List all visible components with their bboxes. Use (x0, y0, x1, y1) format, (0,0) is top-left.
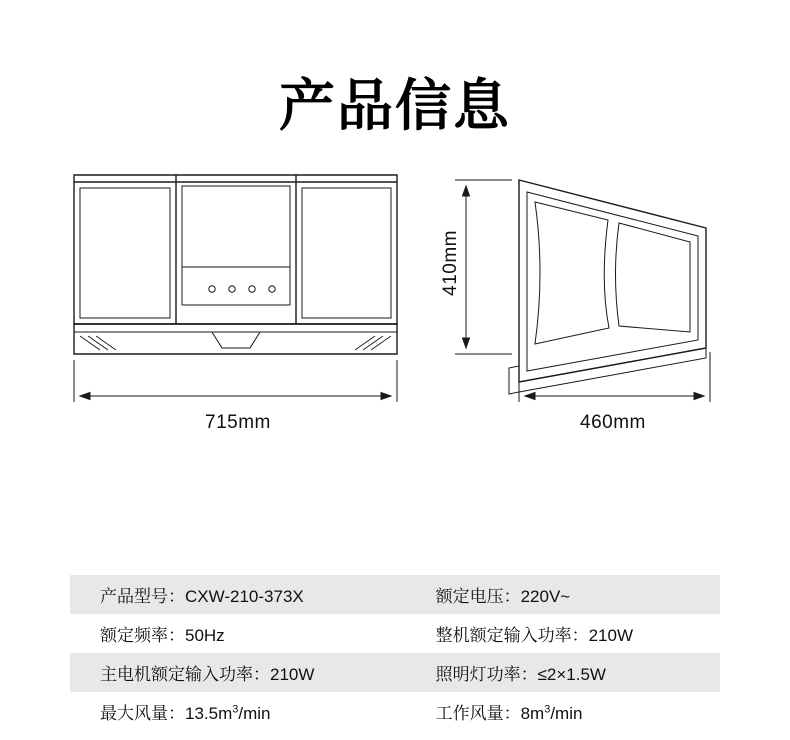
spec-value: CXW-210-373X (185, 587, 304, 606)
front-width-label: 715mm (205, 412, 271, 433)
spec-value-sup: 3 (544, 703, 551, 716)
table-row (70, 614, 720, 653)
spec-value-pre: 8m (520, 704, 545, 723)
spec-label: 额定频率： (100, 626, 185, 645)
front-view-outline (74, 175, 397, 354)
table-row (70, 575, 720, 614)
height-dimension-line (455, 180, 512, 354)
spec-value-pre: 13.5m (185, 704, 233, 723)
spec-cell-model (70, 575, 410, 614)
spec-value: 50Hz (185, 626, 225, 645)
spec-label: 最大风量： (100, 704, 185, 723)
spec-cell-motor-power (70, 653, 410, 692)
spec-cell-total-power (410, 614, 720, 653)
spec-label: 照明灯功率： (435, 665, 538, 684)
spec-cell-voltage (410, 575, 720, 614)
product-spec-table (70, 575, 720, 731)
spec-value-post: /min (238, 704, 271, 723)
page-title: 产品信息 (279, 74, 511, 137)
spec-label: 额定电压： (435, 587, 521, 606)
width-dimension-line (74, 360, 397, 402)
spec-value: 210W (270, 665, 315, 684)
spec-cell-work-airflow (410, 692, 720, 731)
spec-cell-lamp-power (410, 653, 720, 692)
spec-cell-frequency (70, 614, 410, 653)
spec-value: ≤2×1.5W (537, 665, 606, 684)
side-view-outline (509, 180, 706, 394)
side-height-label: 410mm (440, 230, 461, 296)
spec-label: 产品型号： (100, 587, 185, 606)
spec-label: 整机额定输入功率： (435, 626, 589, 645)
table-row (70, 653, 720, 692)
spec-label: 工作风量： (435, 704, 521, 723)
spec-label: 主电机额定输入功率： (100, 665, 270, 684)
spec-cell-max-airflow (70, 692, 410, 731)
dimension-drawing-svg (0, 172, 790, 502)
spec-value: 220V~ (520, 587, 571, 606)
control-knobs (209, 286, 275, 292)
product-dimension-diagram (0, 172, 790, 502)
side-depth-label: 460mm (580, 412, 646, 433)
spec-value: 210W (588, 626, 633, 645)
table-row (70, 692, 720, 731)
spec-value-sup: 3 (232, 703, 239, 716)
spec-value-post: /min (550, 704, 583, 723)
